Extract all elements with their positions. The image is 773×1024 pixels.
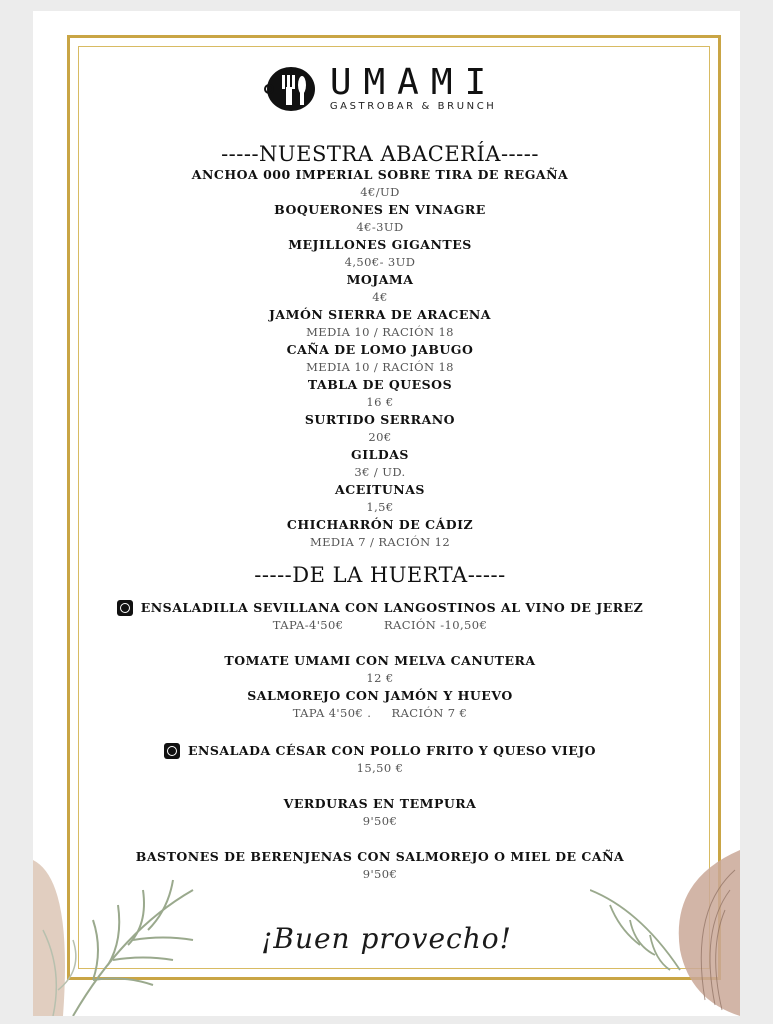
menu-item — [80, 516, 680, 551]
menu-item-price: 12 € — [366, 671, 394, 685]
section-abaceria — [80, 166, 680, 551]
menu-item-name — [80, 376, 680, 394]
menu-item — [80, 446, 680, 481]
menu-item — [80, 306, 680, 341]
menu-item — [80, 271, 680, 306]
menu-item-price: MEDIA 7 / RACIÓN 12 — [309, 535, 451, 549]
brand-tagline: GASTROBAR & BRUNCH — [329, 101, 497, 112]
menu-item-price: 15,50 € — [356, 761, 404, 775]
menu-item-label: SALMOREJO CON JAMÓN Y HUEVO — [247, 688, 513, 703]
menu-item-price: 3€ / UD. — [354, 465, 406, 479]
menu-item-price: 9'50€ — [362, 814, 398, 828]
menu-item-name — [80, 271, 680, 289]
menu-item-name — [80, 446, 680, 464]
menu-item-label: ENSALADA CÉSAR CON POLLO FRITO Y QUESO VIEJO — [187, 743, 597, 758]
section-huerta — [80, 599, 680, 883]
menu-item-label: MEJILLONES GIGANTES — [288, 237, 472, 252]
menu-item-price: 4€ — [372, 290, 388, 304]
menu-item-price: MEDIA 10 / RACIÓN 18 — [306, 325, 454, 339]
menu-item-name — [80, 481, 680, 499]
menu-item-name — [80, 599, 680, 617]
umami-logo-icon — [262, 63, 320, 115]
menu-item — [80, 795, 680, 848]
menu-item-name — [80, 341, 680, 359]
menu-item-label: TOMATE UMAMI CON MELVA CANUTERA — [224, 653, 536, 668]
menu-item-label: SURTIDO SERRANO — [304, 412, 456, 427]
brand-logo — [80, 60, 680, 118]
menu-item — [80, 687, 680, 742]
menu-item-label: TABLA DE QUESOS — [307, 377, 453, 392]
section-title-huerta: -----DE LA HUERTA----- — [254, 563, 506, 587]
menu-item — [80, 481, 680, 516]
menu-item-price: 16 € — [366, 395, 394, 409]
menu-item-label: GILDAS — [351, 447, 409, 462]
menu-item — [80, 652, 680, 687]
menu-item — [80, 742, 680, 795]
brand-name: UMAMI — [329, 62, 499, 103]
menu-item-price: 9'50€ — [362, 867, 398, 881]
menu-item — [80, 236, 680, 271]
menu-item-label: CHICHARRÓN DE CÁDIZ — [286, 517, 474, 532]
menu-item-name — [80, 687, 680, 705]
menu-item-name — [80, 795, 680, 813]
menu-item — [80, 411, 680, 446]
menu-item — [80, 341, 680, 376]
menu-item — [80, 201, 680, 236]
menu-item-label: JAMÓN SIERRA DE ARACENA — [269, 307, 491, 322]
menu-item-label: ENSALADILLA SEVILLANA CON LANGOSTINOS AL VINO DE JEREZ — [140, 600, 644, 615]
menu-item-price: 1,5€ — [366, 500, 394, 514]
menu-item-label: BOQUERONES EN VINAGRE — [274, 202, 486, 217]
menu-item-name — [80, 516, 680, 534]
menu-content — [80, 60, 680, 883]
menu-item — [80, 376, 680, 411]
menu-item-price: 4€/UD — [360, 185, 400, 199]
menu-item-label: BASTONES DE BERENJENAS CON SALMOREJO O MIEL DE CAÑA — [135, 849, 625, 864]
menu-item-price: TAPA-4'50€ RACIÓN -10,50€ — [272, 618, 488, 632]
dish-icon — [164, 743, 180, 759]
dish-icon — [117, 600, 133, 616]
menu-item-price: 20€ — [368, 430, 392, 444]
menu-item-label: MOJAMA — [346, 272, 414, 287]
closing-message: ¡Buen provecho! — [261, 922, 512, 955]
menu-item-name — [80, 742, 680, 760]
menu-item-name — [80, 652, 680, 670]
menu-item — [80, 599, 680, 652]
menu-item-price: MEDIA 10 / RACIÓN 18 — [306, 360, 454, 374]
menu-item-label: VERDURAS EN TEMPURA — [283, 796, 477, 811]
section-title-abaceria: -----NUESTRA ABACERÍA----- — [221, 142, 539, 166]
menu-item-name — [80, 166, 680, 184]
menu-item-label: ANCHOA 000 IMPERIAL SOBRE TIRA DE REGAÑA — [191, 167, 569, 182]
menu-item-label: CAÑA DE LOMO JABUGO — [286, 342, 474, 357]
menu-item-label: ACEITUNAS — [335, 482, 425, 497]
menu-item-price: 4€-3UD — [356, 220, 404, 234]
menu-item-price: TAPA 4'50€ . RACIÓN 7 € — [292, 706, 468, 720]
menu-item-name — [80, 236, 680, 254]
menu-item-name — [80, 411, 680, 429]
menu-item-price: 4,50€- 3UD — [344, 255, 416, 269]
menu-item-name — [80, 306, 680, 324]
menu-item-name — [80, 201, 680, 219]
menu-item — [80, 166, 680, 201]
